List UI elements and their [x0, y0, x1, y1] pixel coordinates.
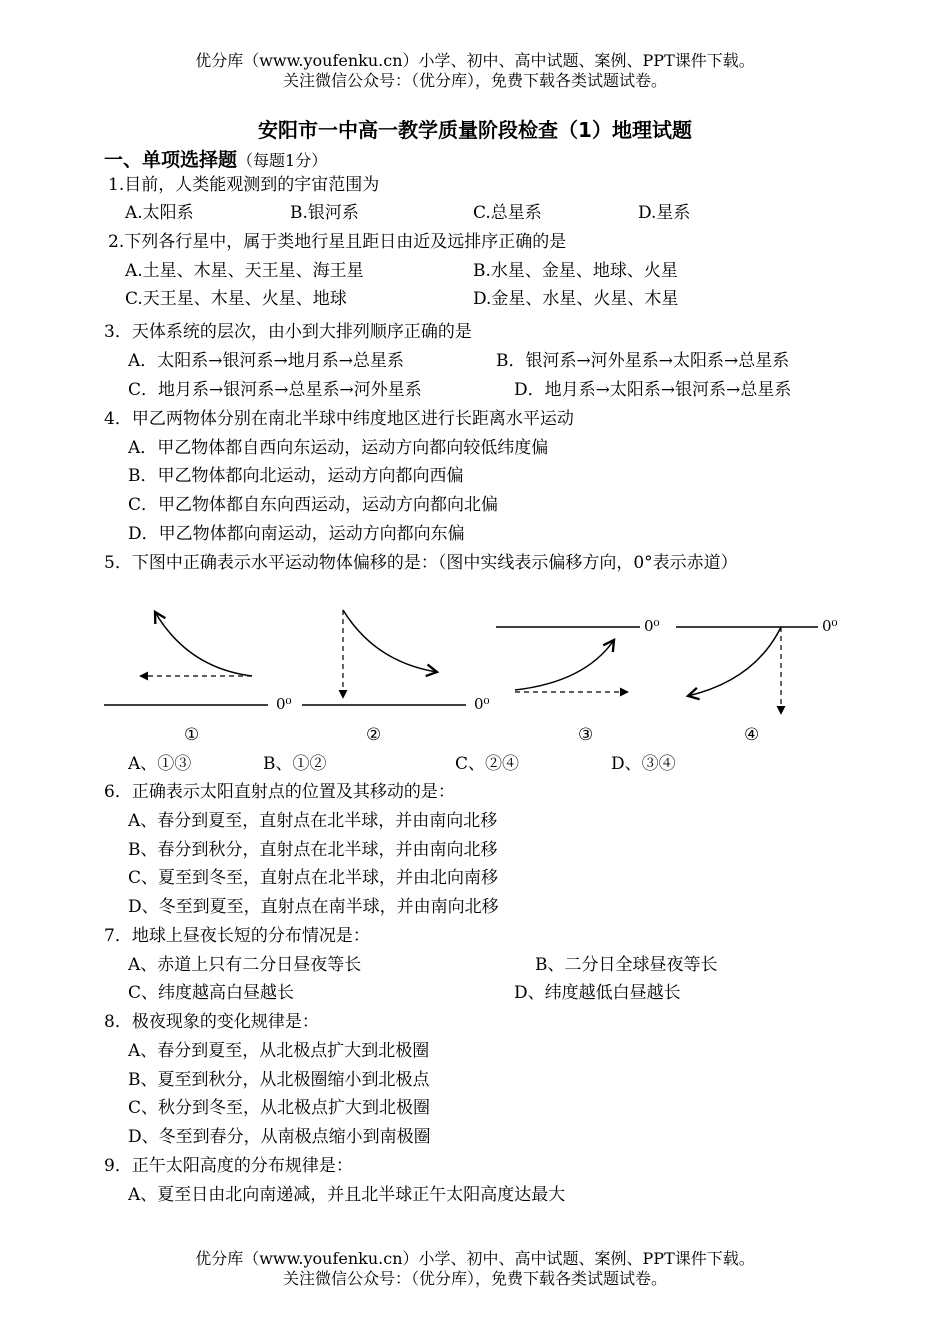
- q7-option-d: D、纬度越低白昼越长: [514, 983, 681, 1003]
- q3-stem: 3．天体系统的层次，由小到大排列顺序正确的是: [104, 322, 472, 342]
- page-title: 安阳市一中高一教学质量阶段检查（1）地理试题: [258, 118, 692, 142]
- diagram-1: [104, 612, 292, 745]
- q2-option-a: A.土星、木星、天王星、海王星: [125, 261, 364, 281]
- diagram-4-label: ④: [744, 725, 760, 745]
- diagram-3-solid-arrow: [515, 640, 614, 690]
- q1-stem: 1.目前，人类能观测到的宇宙范围为: [108, 175, 380, 195]
- q6-option-d: D、冬至到夏至，直射点在南半球，并由南向北移: [128, 897, 499, 917]
- diagram-2-solid-arrow: [343, 610, 437, 672]
- q4-stem: 4．甲乙两物体分别在南北半球中纬度地区进行长距离水平运动: [104, 409, 574, 429]
- q4-option-d: D．甲乙物体都向南运动，运动方向都向东偏: [128, 524, 465, 544]
- diagram-1-label: ①: [184, 725, 200, 745]
- diagram-2-label: ②: [366, 725, 382, 745]
- diagram-3: [496, 617, 660, 745]
- q8-option-a: A、春分到夏至，从北极点扩大到北极圈: [128, 1041, 430, 1061]
- section-heading: [104, 145, 327, 172]
- q3-option-d: D．地月系→太阳系→银河系→总星系: [514, 380, 792, 400]
- q6-option-c: C、夏至到冬至，直射点在北半球，并由北向南移: [128, 868, 499, 888]
- diagram-4-solid-arrow: [688, 627, 781, 696]
- deflection-figure: [0, 590, 950, 750]
- q6-stem: 6．正确表示太阳直射点的位置及其移动的是：: [104, 782, 455, 802]
- q1-option-a: A.太阳系: [125, 203, 194, 223]
- footer-line-1: 优分库（www.youfenku.cn）小学、初中、高中试题、案例、PPT课件下载。: [195, 1249, 755, 1268]
- footer-line-2: 关注微信公众号：（优分库），免费下载各类试题试卷。: [282, 1269, 667, 1288]
- section-label: 一、单项选择题: [104, 149, 238, 171]
- q4-option-b: B．甲乙物体都向北运动，运动方向都向西偏: [128, 466, 464, 486]
- diagram-1-zero-label: 0⁰: [276, 695, 292, 713]
- q2-option-b: B.水星、金星、地球、火星: [473, 261, 678, 281]
- q3-option-b: B．银河系→河外星系→太阳系→总星系: [496, 351, 790, 371]
- header-line-2: 关注微信公众号：（优分库），免费下载各类试题试卷。: [282, 71, 667, 90]
- diagram-3-label: ③: [578, 725, 594, 745]
- q9-option-a: A、夏至日由北向南递减，并且北半球正午太阳高度达最大: [128, 1185, 566, 1205]
- q7-option-a: A、赤道上只有二分日昼夜等长: [128, 955, 362, 975]
- q2-option-d: D.金星、水星、火星、木星: [473, 289, 679, 309]
- q1-option-b: B.银河系: [290, 203, 359, 223]
- q1-option-c: C.总星系: [473, 203, 542, 223]
- q6-option-b: B、春分到秋分，直射点在北半球，并由南向北移: [128, 840, 498, 860]
- q5-option-d: D、③④: [611, 754, 676, 774]
- diagram-1-solid-arrow: [155, 612, 252, 676]
- q1-option-d: D.星系: [638, 203, 691, 223]
- q6-option-a: A、春分到夏至，直射点在北半球，并由南向北移: [128, 811, 498, 831]
- q4-option-a: A．甲乙物体都自西向东运动，运动方向都向较低纬度偏: [128, 438, 549, 458]
- diagram-2: [302, 610, 490, 745]
- header-line-1: 优分库（www.youfenku.cn）小学、初中、高中试题、案例、PPT课件下载。: [195, 51, 755, 70]
- q8-stem: 8．极夜现象的变化规律是：: [104, 1012, 319, 1032]
- q7-option-b: B、二分日全球昼夜等长: [535, 955, 718, 975]
- q3-option-a: A．太阳系→银河系→地月系→总星系: [128, 351, 405, 371]
- diagram-4: [676, 617, 838, 745]
- q8-option-c: C、秋分到冬至，从北极点扩大到北极圈: [128, 1098, 431, 1118]
- q7-stem: 7．地球上昼夜长短的分布情况是：: [104, 926, 370, 946]
- q8-option-b: B、夏至到秋分，从北极圈缩小到北极点: [128, 1070, 430, 1090]
- q5-stem: 5．下图中正确表示水平运动物体偏移的是：（图中实线表示偏移方向，0°表示赤道）: [104, 553, 738, 573]
- q2-stem: 2.下列各行星中，属于类地行星且距日由近及远排序正确的是: [108, 232, 567, 252]
- q8-option-d: D、冬至到春分，从南极点缩小到南极圈: [128, 1127, 431, 1147]
- q5-option-a: A、①③: [128, 754, 192, 774]
- diagram-4-zero-label: 0⁰: [822, 617, 838, 635]
- q5-option-b: B、①②: [263, 754, 327, 774]
- q5-option-c: C、②④: [455, 754, 520, 774]
- q4-option-c: C．甲乙物体都自东向西运动，运动方向都向北偏: [128, 495, 499, 515]
- diagram-3-zero-label: 0⁰: [644, 617, 660, 635]
- q2-option-c: C.天王星、木星、火星、地球: [125, 289, 347, 309]
- q7-option-c: C、纬度越高白昼越长: [128, 983, 295, 1003]
- q9-stem: 9．正午太阳高度的分布规律是：: [104, 1156, 353, 1176]
- section-note: （每题1分）: [237, 151, 328, 170]
- diagram-2-zero-label: 0⁰: [474, 695, 490, 713]
- q3-option-c: C．地月系→银河系→总星系→河外星系: [128, 380, 422, 400]
